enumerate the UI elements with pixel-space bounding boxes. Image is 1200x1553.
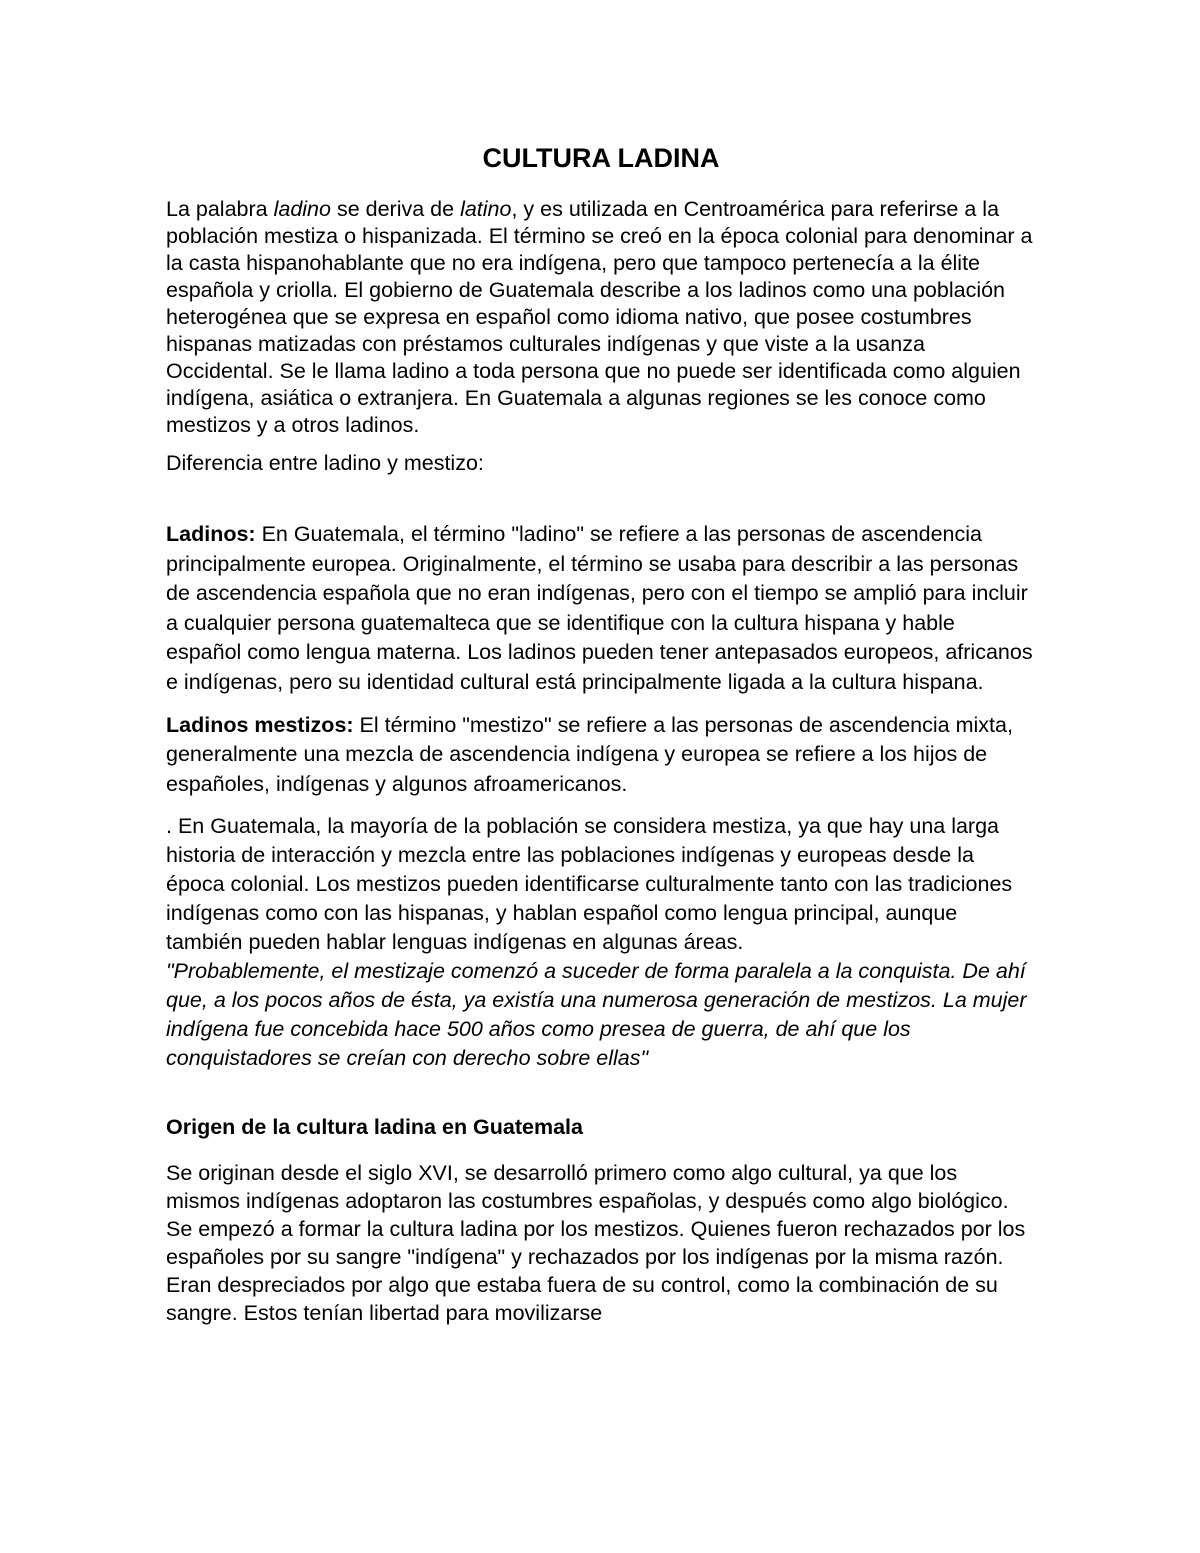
mestizos-label: Ladinos mestizos: [166, 712, 354, 737]
intro-text-2: se deriva de [330, 197, 461, 221]
ladinos-label: Ladinos: [166, 522, 256, 546]
intro-latino-word: latino [460, 197, 512, 221]
document-page [166, 140, 1036, 1327]
document-title: CULTURA LADINA [482, 143, 720, 173]
guatemala-paragraph: . En Guatemala, la mayoría de la población se considera mestiza, ya que hay una larga historia de interacción y mezcla entre las poblaciones indígenas y europeas desde la época colonial. Los mestizos pueden identificarse culturalmente tanto con las tradiciones indígenas como con las hispanas, y hablan español como lengua principal, aunque también pueden hablar lenguas indígenas en algunas áreas. [166, 814, 1013, 955]
origin-heading: Origen de la cultura ladina en Guatemala [166, 1115, 583, 1140]
intro-paragraph [166, 196, 1036, 439]
origin-paragraph: Se originan desde el siglo XVI, se desarrolló primero como algo cultural, ya que los mismos indígenas adoptaron las costumbres españolas, y después como algo biológico. Se empezó a formar la cultura ladina por los mestizos. Quienes fueron rechazados por los españoles por su sangre "indígena" y rechazados por los indígenas por la misma razón. Eran despreciados por algo que estaba fuera de su control, como la combinación de su sangre. Estos tenían libertad para movilizarse [166, 1161, 1026, 1326]
ladinos-text: En Guatemala, el término "ladino" se refiere a las personas de ascendencia principalmente europea. Originalmente, el término se usaba para describir a las personas de ascendencia española que no eran indígenas, pero con el tiempo se amplió para incluir a cualquier persona guatemalteca que se identifique con la cultura hispana y hable español como lengua materna. Los ladinos pueden tener antepasados europeos, africanos e indígenas, pero su identidad cultural está principalmente ligada a la cultura hispana. [166, 522, 1033, 694]
ladinos-paragraph [166, 520, 1036, 698]
mestizos-text: El término "mestizo" se refiere a las personas de ascendencia mixta, generalmente una mezcla de ascendencia indígena y europea se refiere a los hijos de españoles, indígenas y algunos afroamericanos. [166, 712, 1013, 796]
intro-ladino-word: ladino [273, 197, 331, 221]
quote-paragraph: "Probablemente, el mestizaje comenzó a suceder de forma paralela a la conquista. De ahí que, a los pocos años de ésta, ya existía una numerosa generación de mestizos. La mujer indígena fue concebida hace 500 años como presea de guerra, de ahí que los conquistadores se creían con derecho sobre ellas" [166, 959, 1027, 1071]
intro-text-1: La palabra [166, 197, 274, 221]
mestizos-paragraph [166, 711, 1036, 800]
intro-text-3: , y es utilizada en Centroamérica para referirse a la población mestiza o hispanizada. El término se creó en la época colonial para denominar a la casta hispanohablante que no era indígena, pero que tampoco pertenecía a la élite española y criolla. El gobierno de Guatemala describe a los ladinos como una población heterogénea que se expresa en español como idioma nativo, que posee costumbres hispanas matizadas con préstamos culturales indígenas y que viste a la usanza Occidental. Se le llama ladino a toda persona que no puede ser identificada como alguien indígena, asiática o extranjera. En Guatemala a algunas regiones se les conoce como mestizos y a otros ladinos. [166, 197, 1033, 437]
difference-heading: Diferencia entre ladino y mestizo: [166, 451, 484, 475]
